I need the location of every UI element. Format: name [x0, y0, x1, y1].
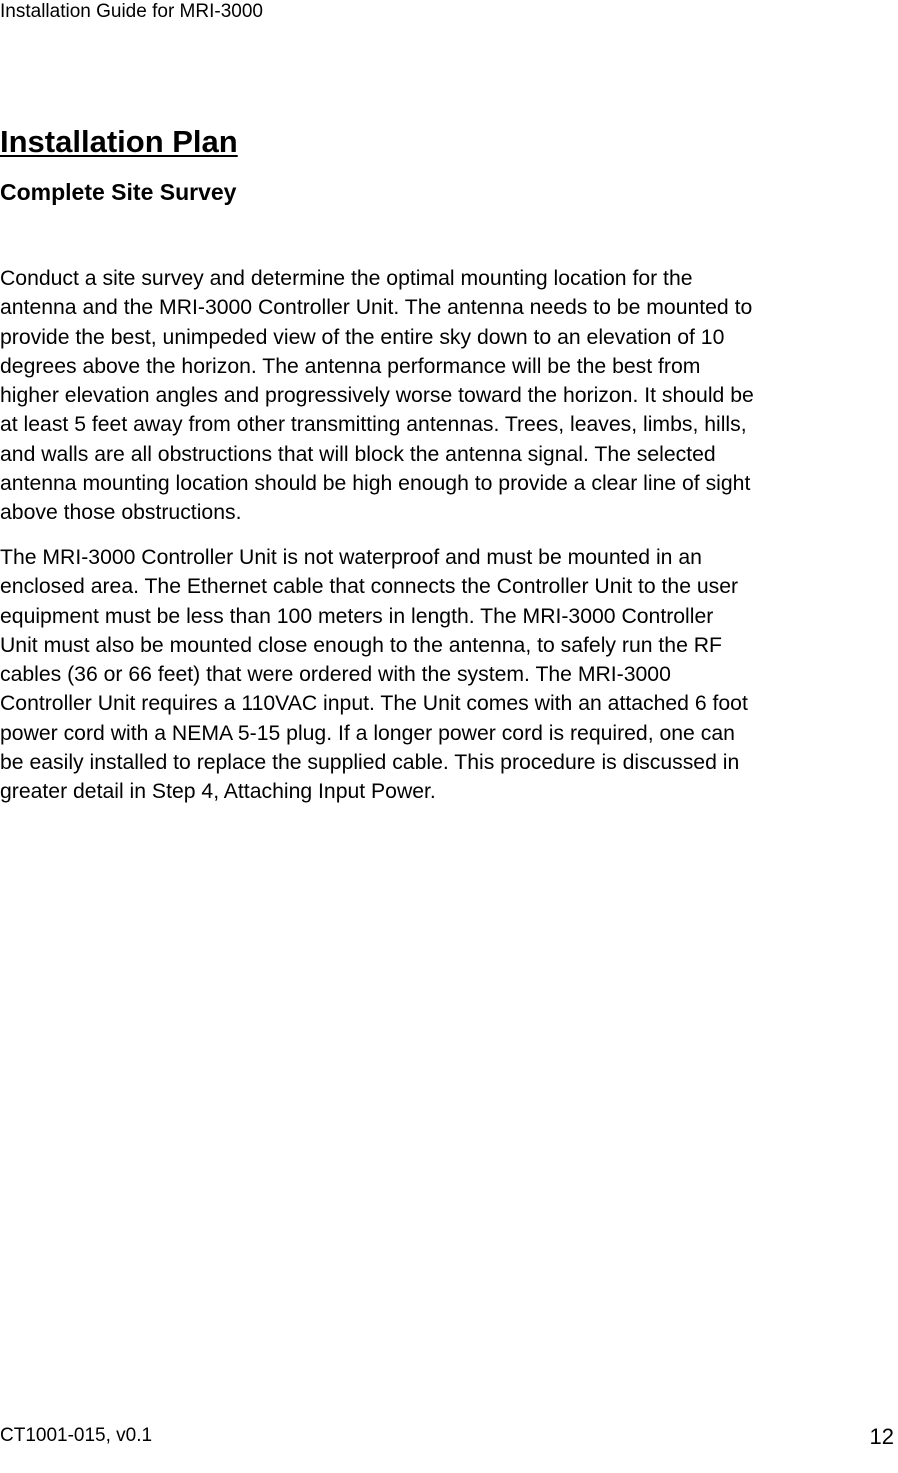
- paragraph-line: greater detail in Step 4, Attaching Input Power.: [0, 780, 436, 803]
- paragraph-controller-unit: [0, 543, 898, 806]
- subsection-title: Complete Site Survey: [0, 179, 237, 205]
- paragraph-line: Conduct a site survey and determine the optimal mounting location for the: [0, 267, 693, 290]
- paragraph-line: enclosed area. The Ethernet cable that connects the Controller Unit to the user: [0, 575, 739, 599]
- paragraph-line: degrees above the horizon. The antenna performance will be the best from: [0, 354, 701, 378]
- paragraph-line: be easily installed to replace the supplied cable. This procedure is discussed in: [0, 750, 740, 774]
- paragraph-line: antenna mounting location should be high enough to provide a clear line of sight: [0, 471, 751, 495]
- footer-doc-id: CT1001-015, v0.1: [0, 1425, 153, 1446]
- paragraph-line: equipment must be less than 100 meters in length. The MRI-3000 Controller: [0, 604, 714, 628]
- section-title: Installation Plan: [0, 124, 238, 159]
- paragraph-line: provide the best, unimpeded view of the entire sky down to an elevation of 10: [0, 325, 725, 349]
- paragraph-line: cables (36 or 66 feet) that were ordered with the system. The MRI-3000: [0, 663, 671, 686]
- paragraph-line: at least 5 feet away from other transmitting antennas. Trees, leaves, limbs, hills,: [0, 413, 747, 437]
- paragraph-line: antenna and the MRI-3000 Controller Unit. The antenna needs to be mounted to: [0, 296, 753, 320]
- paragraph-line: The MRI-3000 Controller Unit is not waterproof and must be mounted in an: [0, 546, 702, 569]
- paragraph-line: and walls are all obstructions that will block the antenna signal. The selected: [0, 442, 716, 466]
- paragraph-line: Controller Unit requires a 110VAC input. The Unit comes with an attached 6 foot: [0, 692, 748, 716]
- running-header: Installation Guide for MRI-3000: [0, 1, 263, 22]
- paragraph-line: power cord with a NEMA 5-15 plug. If a longer power cord is required, one can: [0, 721, 735, 745]
- paragraph-line: higher elevation angles and progressively worse toward the horizon. It should be: [0, 384, 754, 407]
- paragraph-site-survey: [0, 264, 898, 527]
- footer-page-number: 12: [869, 1424, 894, 1449]
- paragraph-line: Unit must also be mounted close enough to the antenna, to safely run the RF: [0, 633, 722, 657]
- paragraph-line: above those obstructions.: [0, 501, 242, 524]
